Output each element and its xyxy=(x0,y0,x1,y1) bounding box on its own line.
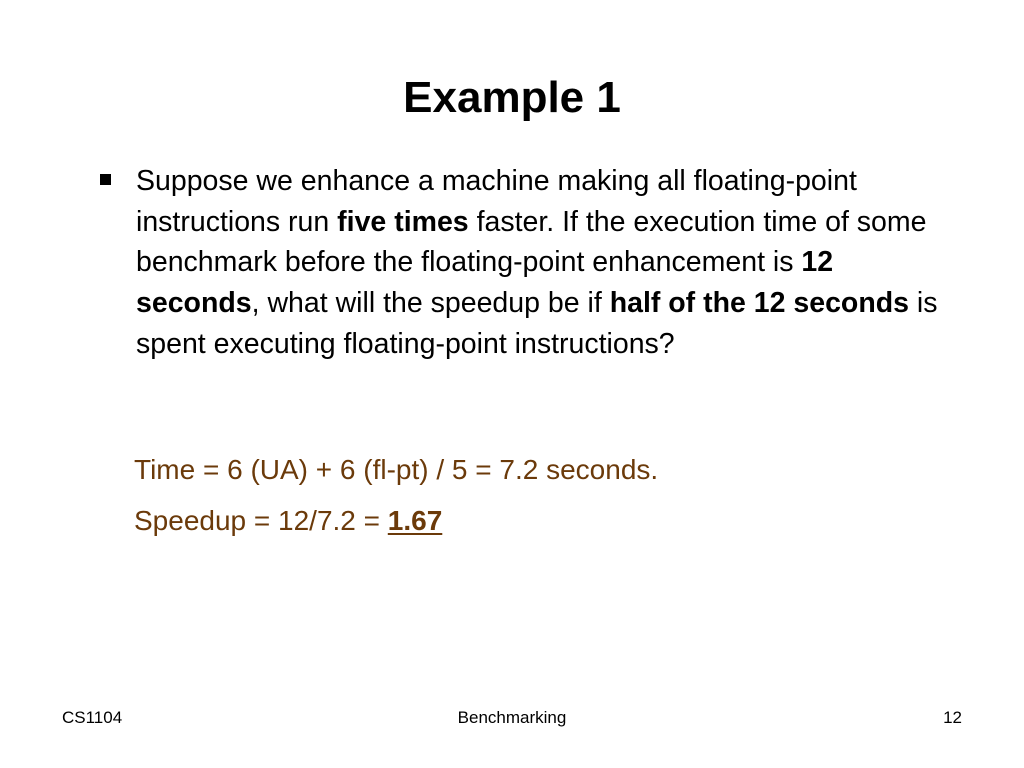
emphasis-five-times: five times xyxy=(337,205,469,238)
slide-title: Example 1 xyxy=(403,73,621,122)
footer-topic: Benchmarking xyxy=(457,708,567,727)
bullet-item xyxy=(96,161,956,365)
text-segment: Suppose we enhance a machine making all floating-point instructions run xyxy=(136,165,857,238)
text-segment: is spent executing floating-point instructions? xyxy=(136,287,938,360)
bullet-text xyxy=(136,161,956,365)
speedup-prefix: Speedup = 12/7.2 = xyxy=(134,505,388,536)
square-bullet-icon xyxy=(100,174,111,185)
footer-page-number: 12 xyxy=(943,708,962,727)
emphasis-half-of-12-seconds: half of the 12 seconds xyxy=(609,287,910,320)
emphasis-12-seconds: 12 seconds xyxy=(136,246,834,320)
footer-course: CS1104 xyxy=(62,708,123,727)
answer-time-line: Time = 6 (UA) + 6 (fl-pt) / 5 = 7.2 seconds. xyxy=(134,454,659,485)
bullet-list xyxy=(96,161,956,365)
answer-speedup-line xyxy=(134,501,442,541)
speedup-result: 1.67 xyxy=(387,505,443,536)
text-segment: , what will the speedup be if xyxy=(251,287,610,320)
text-segment: faster. If the execution time of some benchmark before the floating-point enhancement is xyxy=(136,205,927,279)
